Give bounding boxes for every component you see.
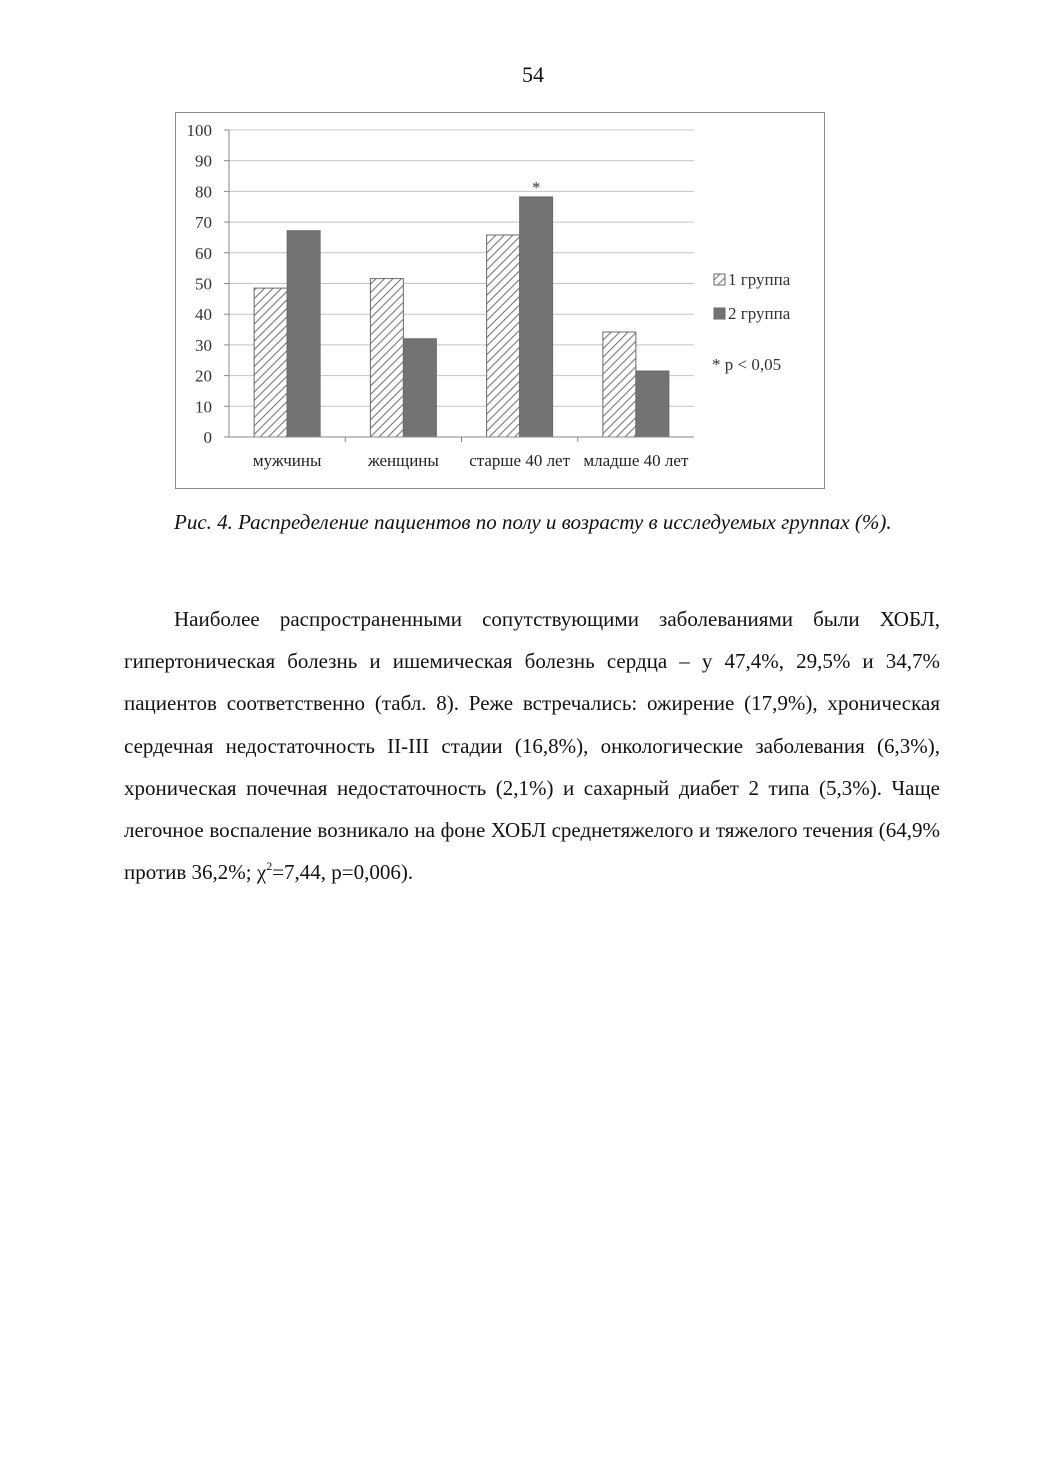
x-category-label: мужчины (252, 451, 322, 470)
y-tick-label: 80 (195, 182, 212, 202)
legend-swatch (714, 308, 725, 319)
x-category-label: старше 40 лет (469, 451, 571, 470)
legend-label: 2 группа (728, 304, 791, 323)
bar (603, 332, 636, 437)
bar (487, 235, 520, 437)
y-tick-label: 20 (195, 366, 212, 386)
body-paragraph (124, 598, 940, 893)
y-tick-label: 90 (195, 151, 212, 171)
bar (636, 371, 669, 437)
bar (520, 197, 553, 437)
y-tick-label: 50 (195, 274, 212, 294)
y-tick-label: 70 (195, 213, 212, 233)
body-text-main: Наиболее распространенными сопутствующими заболеваниями были ХОБЛ, гипертоническая болезнь и ишемическая болезнь сердца – у 47,4%, 29,5% и 34,7% пациентов соответственно (табл. 8). Реже встречались: ожирение (17,9%), хроническая сердечная недостаточность II-III стадии (16,8%), онкологические заболевания (6,3%), хроническая почечная недостаточность (2,1%) и сахарный диабет 2 типа (5,3%). Чаще легочное воспаление возникало на фоне ХОБЛ среднетяжелого и тяжелого течения (64,9% против 36,2%; χ (124, 607, 940, 885)
legend-significance-note: * p < 0,05 (712, 355, 782, 374)
legend-swatch (714, 274, 725, 285)
x-category-label: младше 40 лет (583, 451, 689, 470)
body-text-end: =7,44, p=0,006). (272, 860, 414, 885)
bar (287, 231, 320, 437)
y-tick-label: 30 (195, 335, 212, 355)
significance-asterisk: * (531, 177, 541, 197)
chart-svg (176, 113, 826, 490)
y-tick-label: 10 (195, 397, 212, 417)
bar (370, 279, 403, 437)
bar (403, 339, 436, 437)
bar (254, 288, 287, 437)
x-category-label: женщины (367, 451, 439, 470)
legend-label: 1 группа (728, 270, 791, 289)
chi-square-superscript: 2 (266, 859, 273, 874)
y-tick-label: 40 (195, 305, 212, 325)
page-number: 54 (522, 62, 544, 87)
y-tick-label: 60 (195, 243, 212, 263)
y-tick-label: 0 (203, 428, 212, 447)
bar-chart (175, 112, 825, 489)
y-tick-label: 100 (186, 121, 212, 140)
figure-caption: Рис. 4. Распределение пациентов по полу и возрасту в исследуемых группах (%). (174, 510, 892, 534)
